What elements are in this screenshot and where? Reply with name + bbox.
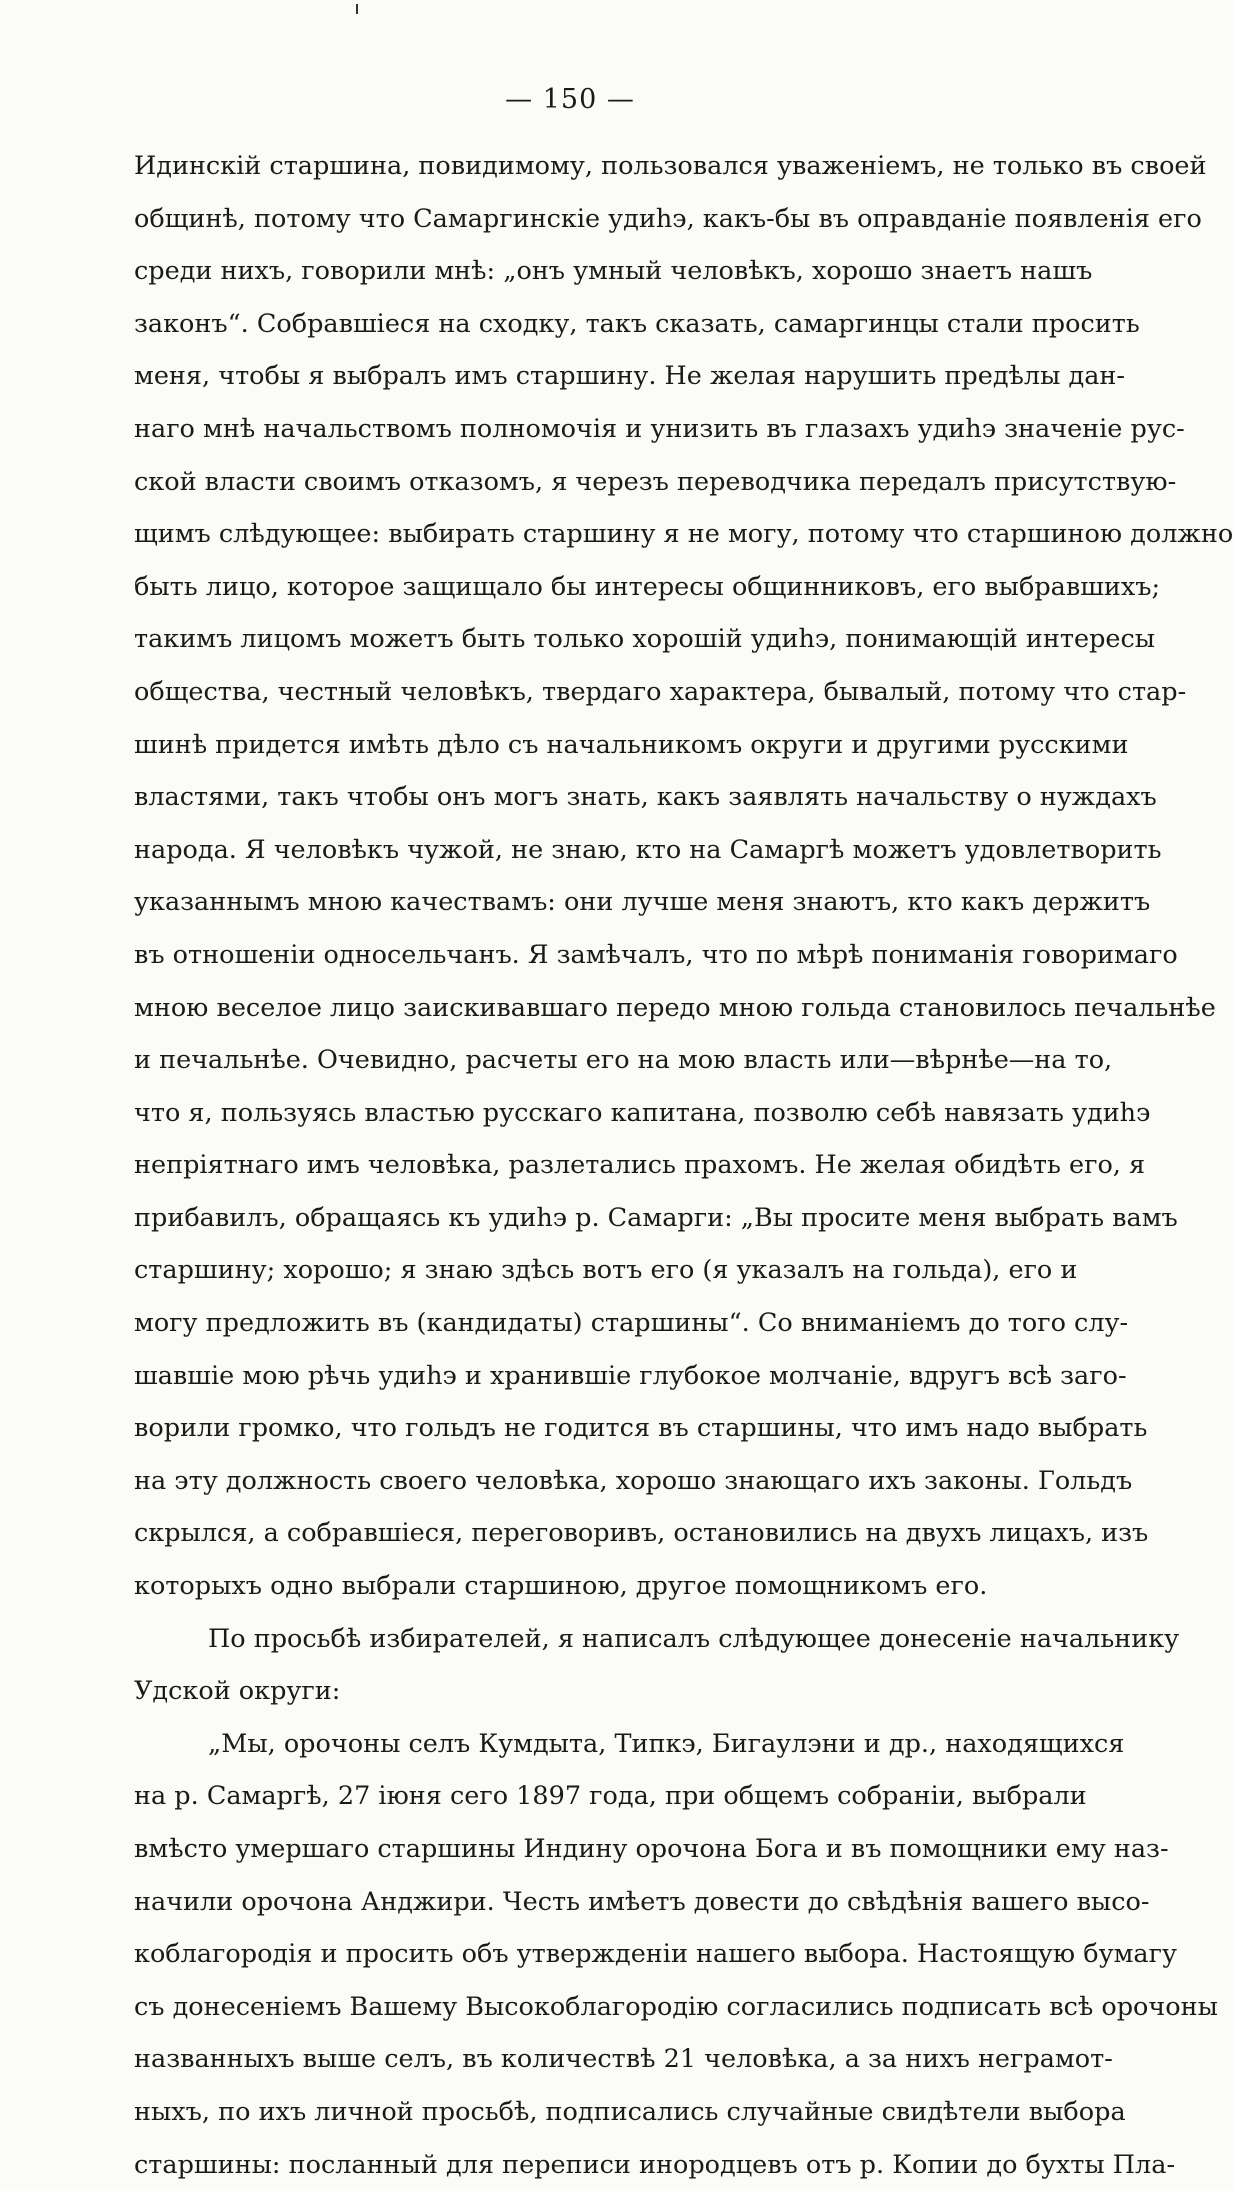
text-line: наго мнѣ начальствомъ полномочія и унизить въ глазахъ удиһэ значеніе рус- — [134, 413, 1185, 444]
text-line: въ отношеніи односельчанъ. Я замѣчалъ, что по мѣрѣ пониманія говоримаго — [134, 939, 1178, 970]
text-line: могу предложить въ (кандидаты) старшины“. Со вниманіемъ до того слу- — [134, 1308, 1129, 1339]
text-line: шинѣ придется имѣть дѣло съ начальникомъ округи и другими русскими — [134, 729, 1129, 760]
text-line: Идинскій старшина, повидимому, пользовался уваженіемъ, не только въ своей — [134, 151, 1207, 181]
text-line: что я, пользуясь властью русскаго капитана, позволю себѣ навязать удиһэ — [134, 1097, 1151, 1128]
text-line: прибавилъ, обращаясь къ удиһэ р. Самарги: „Вы просите меня выбрать вамъ — [134, 1202, 1178, 1233]
text-line: ныхъ, по ихъ личной просьбѣ, подписались случайные свидѣтели выбора — [134, 2096, 1126, 2127]
text-line: на р. Самаргѣ, 27 іюня сего 1897 года, при общемъ собраніи, выбрали — [134, 1781, 1087, 1812]
text-line: непріятнаго имъ человѣка, разлетались прахомъ. Не желая обидѣть его, я — [134, 1150, 1146, 1181]
text-line: мною веселое лицо заискивавшаго передо мною гольда становилось печальнѣе — [134, 992, 1216, 1023]
text-line: начили орочона Анджири. Честь имѣетъ довести до свѣдѣнія вашего высо- — [134, 1886, 1150, 1917]
text-line: на эту должность своего человѣка, хорошо знающаго ихъ законы. Гольдъ — [134, 1465, 1133, 1496]
text-line: такимъ лицомъ можетъ быть только хорошій удиһэ, понимающій интересы — [134, 624, 1156, 655]
text-line: старшины: посланный для переписи инородцевъ отъ р. Копии до бухты Пла- — [134, 2149, 1176, 2180]
text-line: старшину; хорошо; я знаю здѣсь вотъ его (я указалъ на гольда), его и — [134, 1255, 1078, 1286]
text-line: ворили громко, что гольдъ не годится въ старшины, что имъ надо выбрать — [134, 1413, 1148, 1444]
text-line: скрылся, а собравшіеся, переговоривъ, остановились на двухъ лицахъ, изъ — [134, 1518, 1149, 1549]
text-line: коблагородія и просить объ утвержденіи нашего выбора. Настоящую бумагу — [134, 1939, 1177, 1970]
text-line: указаннымъ мною качествамъ: они лучше меня знаютъ, кто какъ держитъ — [134, 887, 1151, 918]
text-line: съ донесеніемъ Вашему Высокоблагородію согласились подписать всѣ орочоны — [134, 1991, 1218, 2022]
text-line: властями, такъ чтобы онъ могъ знать, какъ заявлять начальству о нуждахъ — [134, 782, 1157, 813]
text-line: быть лицо, которое защищало бы интересы общинниковъ, его выбравшихъ; — [134, 571, 1161, 602]
body-text — [134, 140, 1233, 2191]
text-line: Удской округи: — [134, 1676, 341, 1707]
text-line: общинѣ, потому что Самаргинскіе удиһэ, какъ-бы въ оправданіе появленія его — [134, 203, 1202, 234]
scan-speck — [356, 4, 358, 14]
text-line: вмѣсто умершаго старшины Индину орочона Бога и въ помощники ему наз- — [134, 1834, 1169, 1864]
text-line: щимъ слѣдующее: выбирать старшину я не могу, потому что старшиною должно — [134, 519, 1233, 550]
text-line: которыхъ одно выбрали старшиною, другое помощникомъ его. — [134, 1571, 988, 1602]
text-line: среди нихъ, говорили мнѣ: „онъ умный человѣкъ, хорошо знаетъ нашъ — [134, 256, 1093, 287]
text-line: меня, чтобы я выбралъ имъ старшину. Не желая нарушить предѣлы дан- — [134, 361, 1126, 392]
text-line: ской власти своимъ отказомъ, я черезъ переводчика передалъ присутствую- — [134, 466, 1177, 497]
text-line: законъ“. Собравшіеся на сходку, такъ сказать, самаргинцы стали просить — [134, 308, 1140, 339]
text-line: По просьбѣ избирателей, я написалъ слѣдующее донесеніе начальнику — [208, 1623, 1180, 1654]
text-line: названныхъ выше селъ, въ количествѣ 21 человѣка, а за нихъ неграмот- — [134, 2044, 1113, 2075]
text-line: шавшіе мою рѣчь удиһэ и хранившіе глубокое молчаніе, вдругъ всѣ заго- — [134, 1360, 1127, 1391]
text-line: народа. Я человѣкъ чужой, не знаю, кто на Самаргѣ можетъ удовлетворить — [134, 834, 1162, 865]
text-line: и печальнѣе. Очевидно, расчеты его на мою власть или—вѣрнѣе—на то, — [134, 1045, 1113, 1076]
page-number: — 150 — — [505, 84, 635, 115]
text-line: „Мы, орочоны селъ Кумдыта, Типкэ, Бигаулэни и др., находящихся — [208, 1728, 1125, 1759]
text-line: общества, честный человѣкъ, твердаго характера, бывалый, потому что стар- — [134, 676, 1187, 707]
